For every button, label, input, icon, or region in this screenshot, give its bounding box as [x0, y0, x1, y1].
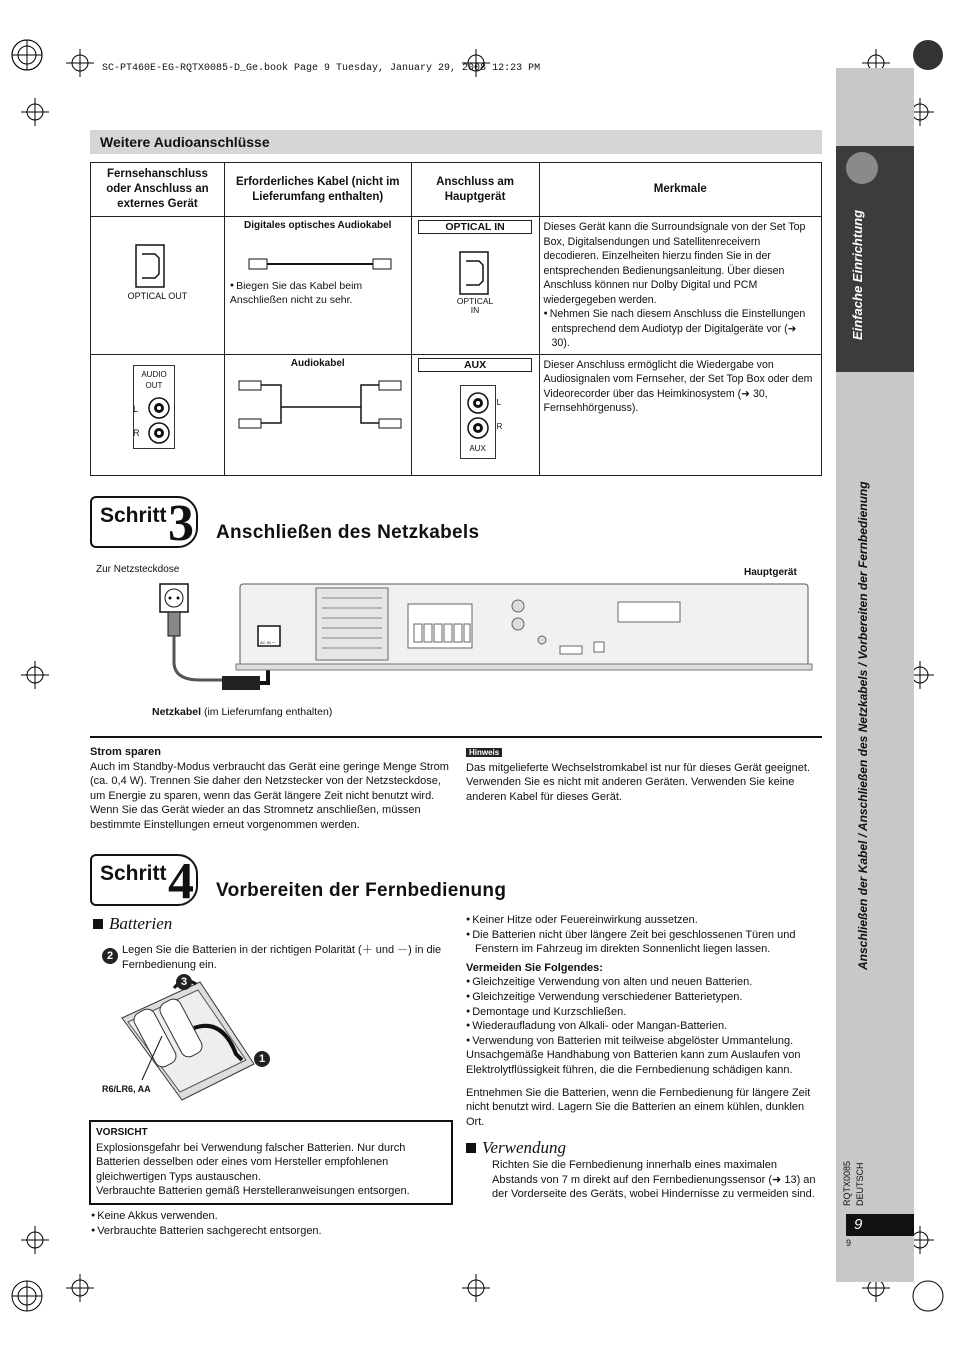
power-saving-text: Auch im Standby-Modus verbraucht das Gerät eine geringe Menge Strom (ca. 0,4 W). Trennen Sie daher den Netzstecker von der Netzsteckdose, um Energie zu sparen, wenn das Gerät längere Zeit nicht benutzt wird. Wenn Sie das Gerät wieder an das Stromnetz anschließen, müssen bestimmte Einstellungen erneut vorgenommen werden.	[90, 760, 449, 831]
ac-in-label: AC IN ～	[260, 640, 276, 645]
main-aux-cell	[411, 354, 539, 475]
connection-table	[90, 162, 822, 476]
audio-out-label-2: OUT	[145, 380, 163, 390]
optical-cable-note	[230, 279, 400, 307]
step-marker-2: 2	[102, 948, 118, 964]
batteries-heading	[93, 914, 172, 934]
optical-features-bullet-wrap	[544, 307, 817, 351]
optical-in-icon-label	[412, 297, 539, 315]
optical-out-port-icon	[135, 244, 165, 288]
aux-panel	[460, 385, 503, 459]
usage-text: Richten Sie die Fernbedienung innerhalb eines maximalen Abstands von 7 m direkt auf den Fernbedienungssensor (➜ 13) an der Vorderseite des Geräts, wobei Hindernisse zu vermeiden sind.	[492, 1159, 816, 1201]
step-marker-3: 3	[176, 974, 192, 990]
sidebar-section-title: Anschließen der Kabel / Anschließen des Netzkabels / Vorbereiten der Fernbedienung	[856, 481, 870, 970]
aux-r: R	[496, 421, 503, 431]
aux-l: L	[496, 397, 502, 407]
aux-features-cell	[539, 354, 821, 475]
remove-batteries-text: Entnehmen Sie die Batterien, wenn die Fernbedienung für längere Zeit nicht benutzt wird. Lagern Sie die Batterien an einem kühlen, dunklen Ort.	[466, 1086, 811, 1128]
usage-heading	[466, 1138, 566, 1158]
sidebar-doc-code: RQTX0085	[842, 1160, 852, 1206]
note-text: Das mitgelieferte Wechselstromkabel ist nur für dieses Gerät geeignet. Verwenden Sie es nicht mit anderen Geräten. Verwenden Sie keine anderen Kabel für dieses Gerät.	[466, 761, 811, 803]
optical-cable-icon	[247, 255, 393, 273]
step3-number: 3	[168, 495, 194, 552]
section-title: Weitere Audioanschlüsse	[100, 134, 270, 150]
optical-out-label: OPTICAL OUT	[127, 291, 188, 301]
list-item-text: ● Die Batterien nicht über längere Zeit bei geschlossenen Türen und Fenstern im Fahrzeug im direkten Sonnenlicht liegen lassen.	[466, 929, 795, 956]
table-header: Erforderliches Kabel (nicht im Lieferumfang enthalten)	[224, 163, 411, 217]
optical-in-port-icon	[459, 251, 489, 295]
list-item: ● Gleichzeitige Verwendung von alten und neuen Batterien.	[466, 975, 822, 990]
step3-word: Schritt	[100, 504, 167, 527]
power-cable-bold: Netzkabel	[152, 706, 202, 718]
chapter-icon	[846, 152, 878, 184]
audio-out-panel	[133, 365, 175, 449]
page-number: 9	[854, 1216, 863, 1233]
audio-cable-icon	[235, 377, 405, 433]
list-item: ● Verwendung von Batterien mit teilweise abgelöster Ummantelung.	[466, 1034, 822, 1049]
source-optical-cell	[91, 217, 225, 355]
sidebar-chapter-block	[836, 146, 914, 372]
battery-right-column	[466, 913, 822, 1129]
audio-out-l: L	[133, 403, 139, 414]
table-header: Merkmale	[539, 163, 821, 217]
audio-out-label-1: AUDIO	[141, 369, 167, 379]
avoid-after-text: Unsachgemäße Handhabung von Batterien kann zum Auslaufen von Elektrolytflüssigkeit führen, die die Fernbedienung schädigen kann.	[466, 1049, 801, 1076]
list-item: ● Keine Akkus verwenden.	[91, 1209, 441, 1224]
step3-badge	[90, 495, 198, 552]
step4-title: Vorbereiten der Fernbedienung	[216, 880, 507, 901]
audio-out-r: R	[133, 427, 140, 438]
cable-audio-cell	[224, 354, 411, 475]
page-number-box	[846, 1214, 914, 1236]
optical-in-label: OPTICAL IN	[418, 220, 532, 234]
power-cable-rest: (im Lieferumfang enthalten)	[201, 706, 333, 718]
list-item: ● Gleichzeitige Verwendung verschiedener Batterietypen.	[466, 990, 822, 1005]
power-cable-caption	[152, 706, 332, 718]
audio-cable-title: Audiokabel	[290, 357, 345, 369]
step-marker-1: 1	[254, 1051, 270, 1067]
aux-icon-label: AUX	[469, 443, 486, 453]
main-unit-label: Hauptgerät	[744, 567, 797, 578]
battery-left-bullets	[91, 1209, 441, 1238]
caution-box	[89, 1120, 453, 1205]
optical-in-icon-label-2: IN	[470, 305, 480, 315]
optical-features-text: Dieses Gerät kann die Surroundsignale von der Set Top Box, Digitalsendungen und Satellitenreceivern decodieren. Einzelheiten hierzu finden Sie in der entsprechenden Bedienungsanleitung. Über diesen Anschluss können nur Dolby Digital und PCM wiedergegeben werden.	[543, 221, 806, 306]
optical-cable-title: Digitales optisches Audiokabel	[244, 220, 392, 231]
caution-text-2: Verbrauchte Batterien gemäß Herstelleranweisungen entsorgen.	[96, 1185, 410, 1198]
table-row	[91, 217, 822, 355]
list-item: ● Verbrauchte Batterien sachgerecht entsorgen.	[91, 1224, 441, 1239]
table-header: Anschluss am Hauptgerät	[411, 163, 539, 217]
book-header-line: SC-PT460E-EG-RQTX0085-D_Ge.book Page 9 Tuesday, January 29, 2008 12:23 PM	[102, 63, 541, 74]
power-connection-illustration	[150, 578, 814, 700]
usage-heading-text: Verwendung	[482, 1138, 567, 1157]
avoid-title: Vermeiden Sie Folgendes:	[466, 961, 603, 974]
outlet-label: Zur Netzsteckdose	[96, 564, 180, 575]
page-number-small: 9	[846, 1238, 852, 1248]
table-row	[91, 354, 822, 475]
power-saving-title: Strom sparen	[90, 746, 161, 758]
divider	[90, 736, 822, 738]
step4-badge	[90, 853, 198, 910]
main-optical-cell	[411, 217, 539, 355]
note-tag: Hinweis	[466, 748, 502, 757]
caution-text: Explosionsgefahr bei Verwendung falscher Batterien. Nur durch Batterien desselben oder eines vom Hersteller empfohlenen gleichwertigen Typs austauschen.	[96, 1141, 406, 1183]
section-title-bar	[90, 130, 822, 154]
list-item: ● Demontage und Kurzschließen.	[466, 1005, 822, 1020]
batteries-heading-text: Batterien	[109, 914, 173, 933]
caution-title: VORSICHT	[96, 1127, 148, 1138]
optical-features-bullet: ● Nehmen Sie nach diesem Anschluss die Einstellungen entsprechend dem Audiotyp der Digitalgeräte vor (➜ 30).	[544, 308, 806, 349]
note-block	[466, 745, 822, 804]
table-header: Fernsehanschluss oder Anschluss an externes Gerät	[91, 163, 225, 217]
list-item: ● Wiederaufladung von Alkali- oder Mangan-Batterien.	[466, 1019, 822, 1034]
aux-features-text: Dieser Anschluss ermöglicht die Wiedergabe von Audiosignalen vom Fernseher, der Set Top Box oder dem Videorecorder über das Heimkinosystem (➜ 30, Fernsehhörgenuss).	[543, 358, 813, 414]
power-saving-block	[90, 745, 452, 833]
step4-number: 4	[168, 853, 194, 910]
sidebar-chapter-title: Einfache Einrichtung	[850, 209, 865, 340]
square-bullet-icon	[466, 1143, 476, 1153]
sidebar-language: DEUTSCH	[855, 1162, 865, 1206]
battery-type-label: R6/LR6, AA	[102, 1084, 151, 1094]
rca-jack-icon	[147, 397, 171, 445]
rca-jack-icon	[466, 392, 490, 440]
step4-word: Schritt	[100, 862, 167, 885]
optical-cable-note-text: ● Biegen Sie das Kabel beim Anschließen nicht zu sehr.	[230, 280, 362, 306]
optical-features-cell	[539, 217, 821, 355]
aux-label: AUX	[418, 358, 532, 372]
batteries-text: Legen Sie die Batterien in der richtigen Polarität (＋ und －) in die Fernbedienung ein.	[122, 944, 442, 971]
step3-title: Anschließen des Netzkabels	[216, 522, 480, 543]
square-bullet-icon	[93, 919, 103, 929]
list-item	[466, 928, 822, 957]
optical-in-icon-label-1: OPTICAL	[456, 296, 494, 306]
cable-optical-cell	[224, 217, 411, 355]
source-audio-cell	[91, 354, 225, 475]
audio-out-label	[134, 369, 174, 391]
list-item: ● Keiner Hitze oder Feuereinwirkung aussetzen.	[466, 913, 822, 928]
